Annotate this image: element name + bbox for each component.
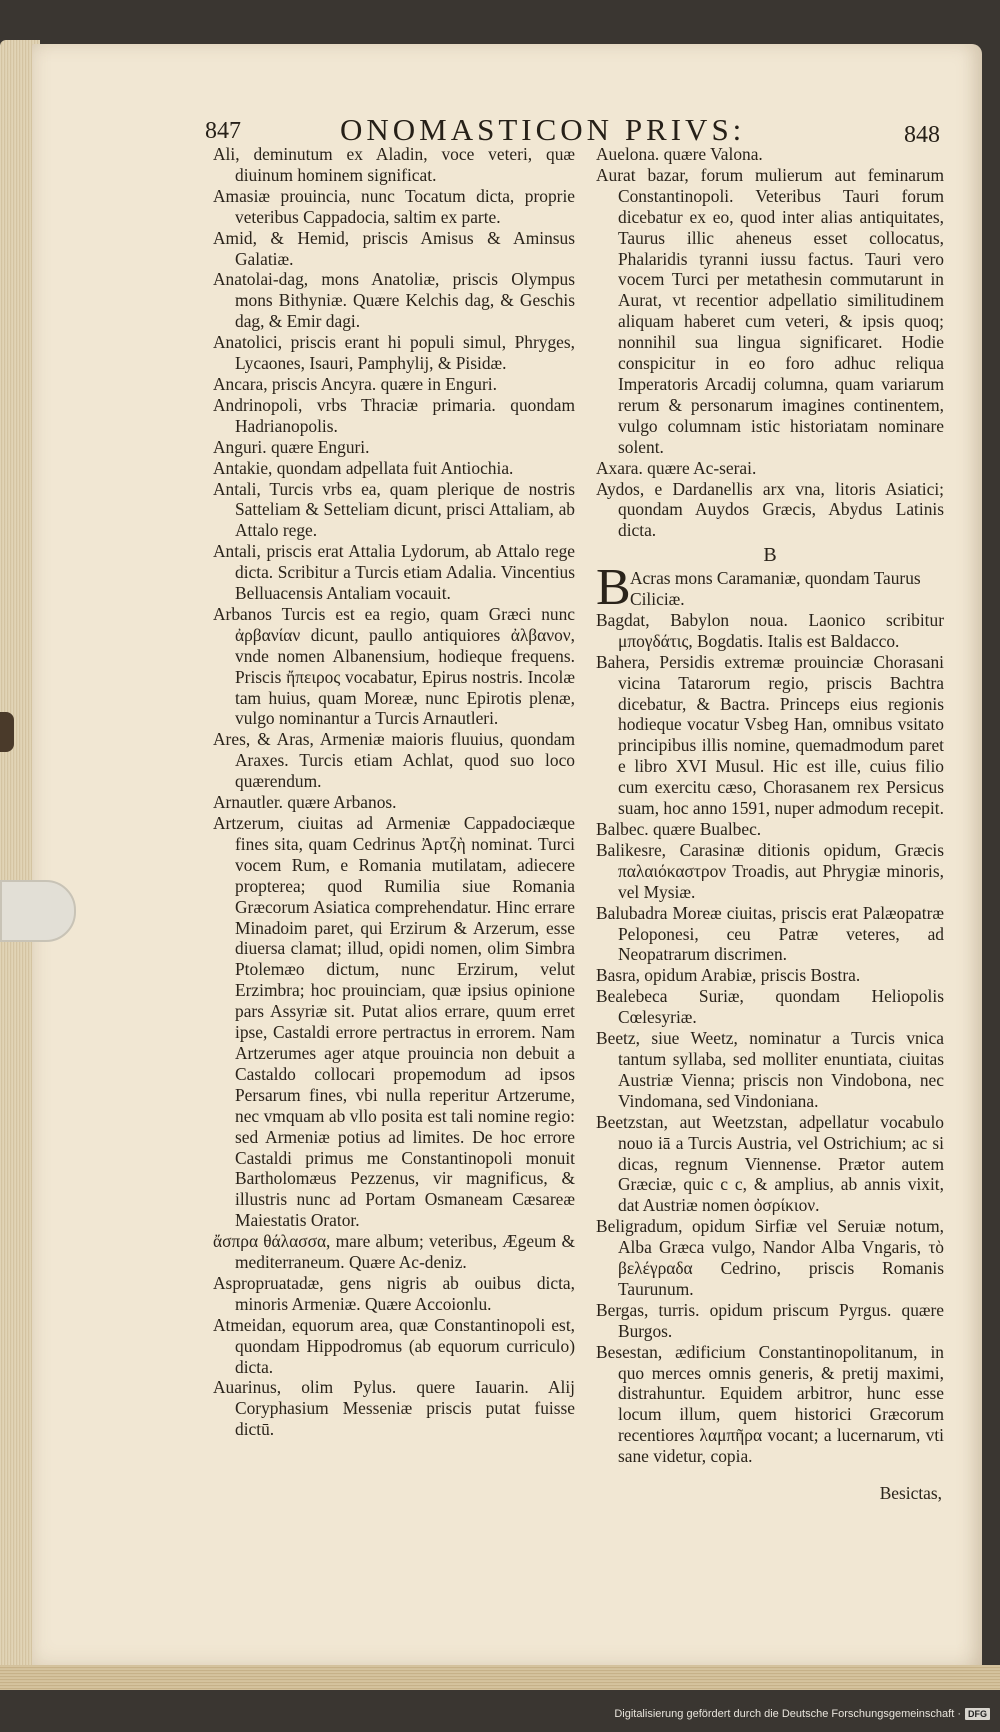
page-clip: [0, 880, 76, 942]
left-column: [213, 144, 575, 1440]
entry: Bahera, Persidis extremæ prouinciæ Chorasani vicina Tatarorum regio, priscis Bachtra dicebatur, & Bactra. Princeps eius regionis hodieque vocatur Vsbeg Han, omnibus vsitato principibus illis nomine, quemadmodum paret e libro XVI Musul. Hic est ille, cuius filio cum exercitu cæso, Chorasanem rex Persicus suam, hoc anno 1591, nuper admodum recepit.: [596, 651, 944, 819]
footer-credit: Digitalisierung gefördert durch die Deutsche Forschungsgemeinschaft ·: [614, 1708, 961, 1720]
entry: Bergas, turris. opidum priscum Pyrgus. quære Burgos.: [596, 1299, 944, 1341]
entry: Arnautler. quære Arbanos.: [213, 792, 397, 813]
entry: Auarinus, olim Pylus. quere Iauarin. Alij Coryphasium Messeniæ priscis putat fuisse dictū.: [213, 1377, 575, 1440]
entry: Antali, Turcis vrbs ea, quam plerique de nostris Satteliam & Setteliam dicunt, prisci Attaliam, ab Attalo rege.: [213, 478, 575, 541]
entry: Antali, priscis erat Attalia Lydorum, ab Attalo rege dicta. Scribitur a Turcis etiam Adalia. Vincentius Belluacensis Antaliam vocauit.: [213, 541, 575, 604]
right-column: [596, 144, 944, 1504]
entry: Bealebeca Suriæ, quondam Heliopolis Cœlesyriæ.: [596, 986, 944, 1028]
entry: Aurat bazar, forum mulierum aut feminarum Constantinopoli. Veteribus Tauri forum dicebatur ex eo, quod inter alias antiquitates, Taurus illic aheneus esset collocatus, Phalaridis tyranni iussu factus. Tauri vero vocem Turci per metathesin commutarunt in Aurat, vt recentior adpellatio similitudinem aliquam haberet cum veteri, & ipsis quoq; nonnihil sua lingua significaret. Hodie conspicitur in eo foro adhuc reliqua Imperatoris Arcadij columna, quam variarum rerum & personarum imagines continentem, vulgo columnam istic historiatam nominare solent.: [596, 164, 944, 457]
entry-with-initial: [596, 559, 944, 617]
entry: Andrinopoli, vrbs Thraciæ primaria. quondam Hadrianopolis.: [213, 394, 575, 436]
entry: Artzerum, ciuitas ad Armeniæ Cappadociæque fines sita, quam Cedrinus Ἀρτζὴ nominat. Turci vocem Rum, e Romania mutilatam, adiecere propterea; quod Rumilia siue Romania Græcorum Asiatica comprehendatur. Hinc errare Minadoim paret, qui Erzirum & Arzerum, esse diuersa clamat; illud, opidi nomen, olim Simbra Ptolemæo dictum, nunc Erzirum, velut Erzimbra; hoc prouinciam, quæ ipsius opinione pars Assyriæ sit. Putat alios errare, quum erret ipse, Castaldi errore pertractus in errorem. Nam Artzerumes ager atque prouincia non debuit a Castaldo collocari propemodum ad ipsos Persarum fines, vbi nulla reperitur Artzerume, nec vmquam ab vllo posita est tali nomine regio: sed Armeniæ potius ad limites. De hoc errore Castaldi primus me Constantinopoli monuit Bartholomæus Pezzenus, vir magnificus, & illustris nunc ad Portam Osmaneam Cæsareæ Maiestatis Orator.: [213, 813, 575, 1231]
entry-text: Acras mons Caramaniæ, quondam Taurus Ciliciæ.: [630, 568, 921, 610]
entry: Beetz, siue Weetz, nominatur a Turcis vnica tantum syllaba, sed molliter enuntiata, ciuitas Austriæ Vienna; priscis non Vindobona, nec Vindomana, sed Vindoniana.: [596, 1028, 944, 1111]
entry: Anguri. quære Enguri.: [213, 436, 370, 457]
drop-cap: B: [596, 559, 631, 617]
dfg-logo: DFG: [965, 1708, 990, 1720]
entry: Ali, deminutum ex Aladin, voce veteri, quæ diuinum hominem significat.: [213, 144, 575, 185]
entry: Aspropruatadæ, gens nigris ab ouibus dicta, minoris Armeniæ. Quære Accoionlu.: [213, 1272, 575, 1314]
entry: Ancara, priscis Ancyra. quære in Enguri.: [213, 373, 497, 394]
entry: Axara. quære Ac-serai.: [596, 457, 757, 478]
entry: Basra, opidum Arabiæ, priscis Bostra.: [596, 965, 861, 986]
entry: Balubadra Moreæ ciuitas, priscis erat Palæopatræ Peloponesi, ceu Patræ veteres, ad Neopatrarum discrimen.: [596, 902, 944, 965]
entry: Anatolai-dag, mons Anatoliæ, priscis Olympus mons Bithyniæ. Quære Kelchis dag, & Geschis dag, & Emir dagi.: [213, 269, 575, 332]
running-title: ONOMASTICON PRIVS:: [340, 112, 746, 147]
catchword: Besictas,: [879, 1483, 942, 1504]
entry: Ares, & Aras, Armeniæ maioris fluuius, quondam Araxes. Turcis etiam Achlat, quod suo loco quærendum.: [213, 729, 575, 792]
entry: Beetzstan, aut Weetzstan, adpellatur vocabulo nouo iā a Turcis Austria, vel Ostrichium; ac si dicas, regnum Viennense. Prætor autem Græciæ, quic c c, & amplius, ab annis vixit, dat Austriæ nomen ὀσρίκιον.: [596, 1111, 944, 1216]
entry: Amid, & Hemid, priscis Amisus & Aminsus Galatiæ.: [213, 227, 575, 269]
digitization-footer: [614, 1704, 990, 1724]
entry: Anatolici, priscis erant hi populi simul, Phryges, Lycaones, Isauri, Pamphylij, & Pisidæ.: [213, 332, 575, 374]
page-number-left: 847: [205, 118, 241, 144]
book-bottom-edges: [0, 1665, 1000, 1690]
binding-hole: [0, 712, 14, 752]
entry: ἄσπρα θάλασσα, mare album; veteribus, Ægeum & mediterraneum. Quære Ac-deniz.: [213, 1231, 575, 1273]
entry: Arbanos Turcis est ea regio, quam Græci nunc ἀρβανίαν dicunt, paullo antiquiores ἀλβανον, vnde nomen Albanensium, hodieque frequens. Priscis ἤπειρος vocabatur, Epirus nostris. Incolæ tam huius, quam Moreæ, nunc Epirotis plenæ, vulgo nominantur a Turcis Arnautleri.: [213, 603, 575, 729]
entry: Beligradum, opidum Sirfiæ vel Seruiæ notum, Alba Græca vulgo, Nandor Alba Vngaris, τὸ βελέγραδα Cedrino, priscis Romanis Taurunum.: [596, 1216, 944, 1299]
entry: Balikesre, Carasinæ ditionis opidum, Græcis παλαιόκαστρον Troadis, aut Phrygiæ minoris, vel Mysiæ.: [596, 839, 944, 902]
section-heading: B: [763, 544, 777, 567]
entry: Auelona. quære Valona.: [596, 144, 763, 164]
entry: Bagdat, Babylon noua. Laonico scribitur μπογδάτις, Bogdatis. Italis est Baldacco.: [596, 609, 944, 651]
entry: Aydos, e Dardanellis arx vna, litoris Asiatici; quondam Auydos Græcis, Abydus Latinis dicta.: [596, 478, 944, 541]
entry: Balbec. quære Bualbec.: [596, 819, 762, 839]
entry: Atmeidan, equorum area, quæ Constantinopoli est, quondam Hippodromus (ab equorum curriculo) dicta.: [213, 1314, 575, 1377]
entry: Amasiæ prouincia, nunc Tocatum dicta, proprie veteribus Cappadocia, saltim ex parte.: [213, 185, 575, 227]
entry: Antakie, quondam adpellata fuit Antiochia.: [213, 457, 514, 478]
entry: Besestan, ædificium Constantinopolitanum, in quo merces omnis generis, & pretij maximi, distrahuntur. Equidem arbitror, hunc esse locum illum, quem historici Græcorum recentiores λαμπῆρα vocant; a lucernarum, vti sane videtur, copia.: [596, 1341, 944, 1467]
page-number-right: 848: [904, 122, 940, 148]
